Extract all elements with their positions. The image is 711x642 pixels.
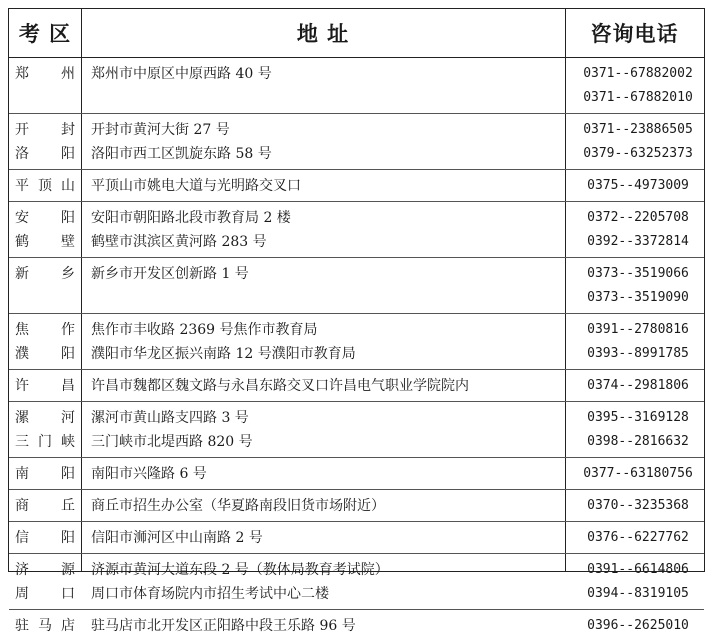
phone-cell: 0376--6227762: [587, 530, 689, 545]
phone-cell: 0374--2981806: [587, 378, 689, 393]
exam-office-table: [8, 8, 705, 634]
phone-cell: 0373--3519066: [587, 266, 689, 281]
table-row-group: [9, 114, 704, 170]
table-row-group: [9, 314, 704, 370]
address-cell: 新乡市开发区创新路 1 号: [91, 266, 249, 282]
region-cell: 济 源: [15, 562, 75, 578]
address-cell: 驻马店市北开发区正阳路中段王乐路 96 号: [91, 618, 356, 634]
phone-cell: 0375--4973009: [587, 178, 689, 193]
table-row-group: [9, 554, 704, 610]
address-cell: 焦作市丰收路 2369 号焦作市教育局: [91, 322, 318, 338]
table-row-group: [9, 258, 704, 314]
phone-cell: 0371--67882002: [583, 66, 693, 81]
address-cell: 平顶山市姚电大道与光明路交叉口: [91, 178, 301, 194]
table-header: [9, 9, 704, 58]
table-row-group: [9, 58, 704, 114]
phone-cell: 0372--2205708: [587, 210, 689, 225]
region-cell: 安 阳: [15, 210, 75, 226]
address-cell: 洛阳市西工区凯旋东路 58 号: [91, 146, 272, 162]
phone-cell: 0393--8991785: [587, 346, 689, 361]
phone-cell: 0394--8319105: [587, 586, 689, 601]
region-cell: 新 乡: [15, 266, 75, 282]
region-cell: 信 阳: [15, 530, 75, 546]
region-cell: 南 阳: [15, 466, 75, 482]
phone-cell: 0370--3235368: [587, 498, 689, 513]
header-address: 地 址: [296, 21, 350, 46]
region-cell: [15, 86, 75, 110]
address-cell: 漯河市黄山路支四路 3 号: [91, 410, 249, 426]
region-cell: 三门峡: [15, 434, 75, 450]
address-cell: 济源市黄河大道东段 2 号（教体局教育考试院）: [91, 562, 389, 578]
address-cell: 开封市黄河大街 27 号: [91, 122, 230, 138]
table-row-group: [9, 610, 704, 642]
table-row-group: [9, 458, 704, 490]
address-cell: [91, 86, 571, 110]
table-row-group: [9, 490, 704, 522]
header-phone: 咨询电话: [590, 21, 679, 46]
address-cell: 鹤壁市淇滨区黄河路 283 号: [91, 234, 267, 250]
address-cell: 许昌市魏都区魏文路与永昌东路交叉口许昌电气职业学院院内: [91, 378, 469, 394]
region-cell: 郑 州: [15, 66, 75, 82]
address-cell: [91, 286, 571, 310]
region-cell: 开 封: [15, 122, 75, 138]
phone-cell: 0371--67882010: [583, 90, 693, 105]
table-row-group: [9, 202, 704, 258]
address-cell: 商丘市招生办公室（华夏路南段旧货市场附近）: [91, 498, 385, 514]
phone-cell: 0379--63252373: [583, 146, 693, 161]
region-cell: 漯 河: [15, 410, 75, 426]
region-cell: [15, 286, 75, 310]
region-cell: 驻马店: [15, 618, 75, 634]
phone-cell: 0398--2816632: [587, 434, 689, 449]
phone-cell: 0377--63180756: [583, 466, 693, 481]
region-cell: 濮 阳: [15, 346, 75, 362]
table-row-group: [9, 370, 704, 402]
region-cell: 许 昌: [15, 378, 75, 394]
phone-cell: 0396--2625010: [587, 618, 689, 633]
address-cell: 周口市体育场院内市招生考试中心二楼: [91, 586, 329, 602]
table-row-group: [9, 522, 704, 554]
address-cell: 安阳市朝阳路北段市教育局 2 楼: [91, 210, 291, 226]
address-cell: 南阳市兴隆路 6 号: [91, 466, 207, 482]
phone-cell: 0391--6614806: [587, 562, 689, 577]
address-cell: 郑州市中原区中原西路 40 号: [91, 66, 272, 82]
header-region: 考 区: [18, 21, 72, 46]
address-cell: 三门峡市北堤西路 820 号: [91, 434, 253, 450]
region-cell: 鹤 壁: [15, 234, 75, 250]
address-cell: 濮阳市华龙区振兴南路 12 号濮阳市教育局: [91, 346, 356, 362]
table-row-group: [9, 170, 704, 202]
region-cell: 洛 阳: [15, 146, 75, 162]
phone-cell: 0392--3372814: [587, 234, 689, 249]
address-cell: 信阳市浉河区中山南路 2 号: [91, 530, 263, 546]
region-cell: 周 口: [15, 586, 75, 602]
region-cell: 焦 作: [15, 322, 75, 338]
region-cell: 商 丘: [15, 498, 75, 514]
region-cell: 平顶山: [15, 178, 75, 194]
phone-cell: 0391--2780816: [587, 322, 689, 337]
phone-cell: 0395--3169128: [587, 410, 689, 425]
phone-cell: 0371--23886505: [583, 122, 693, 137]
table-row-group: [9, 402, 704, 458]
phone-cell: 0373--3519090: [587, 290, 689, 305]
